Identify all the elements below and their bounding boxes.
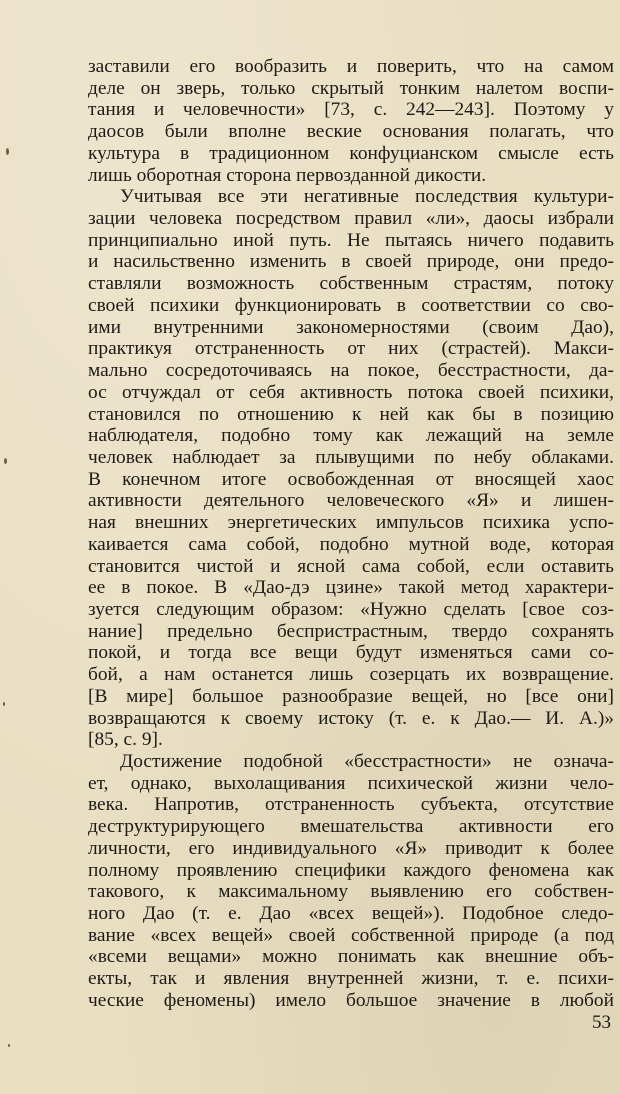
- text-line: [85, с. 9].: [88, 729, 163, 751]
- text-line: ного Дао (т. е. Дао «всех вещей»). Подобное следо-: [88, 903, 614, 925]
- text-line: личности, его индивидуального «Я» приводит к более: [88, 837, 614, 859]
- text-line: своей психики функционировать в соответствии со сво-: [88, 294, 614, 316]
- text-line: ет, однако, выхолащивания психической жизни чело-: [88, 772, 614, 794]
- text-line: ческие феномены) имело большое значение в любой: [88, 989, 614, 1011]
- text-line: тания и человечности» [73, с. 242—243]. Поэтому у: [88, 99, 614, 121]
- text-line: В конечном итоге освобожденная от вносящей хаос: [88, 468, 614, 490]
- text-line: «всеми вещами» можно понимать как внешние объ-: [88, 946, 614, 968]
- paper-speck: [6, 148, 9, 155]
- text-line: мально сосредоточиваясь на покое, бесстрастности, да-: [88, 360, 614, 382]
- text-line: екты, так и явления внутренней жизни, т. е. психи-: [88, 968, 614, 990]
- text-line: нание] предельно беспристрастным, твердо сохранять: [88, 620, 614, 642]
- text-line: принципиально иной путь. Не пытаясь ничего подавить: [88, 229, 614, 251]
- text-line: полному проявлению специфики каждого феномена как: [88, 859, 614, 881]
- text-line: становится чистой и ясной сама собой, если оставить: [88, 555, 614, 577]
- page-number: 53: [592, 1012, 611, 1033]
- text-line: ставляли возможность собственным страстям, потоку: [88, 273, 614, 295]
- text-line: возвращаются к своему истоку (т. е. к Дао.— И. А.)»: [88, 707, 614, 729]
- text-line: человек наблюдает за плывущими по небу облаками.: [88, 446, 614, 468]
- text-line: деструктурирующего вмешательства активности его: [88, 816, 614, 838]
- text-line: века. Напротив, отстраненность субъекта, отсутствие: [88, 794, 614, 816]
- text-line: вание «всех вещей» своей собственной природе (а под: [88, 924, 614, 946]
- text-line: лишь оборотная сторона первозданной дикости.: [88, 164, 487, 186]
- text-line: бой, а нам останется лишь созерцать их возвращение.: [88, 664, 614, 686]
- text-line: ими внутренними закономерностями (своим Дао),: [88, 316, 614, 338]
- text-line: становился по отношению к ней как бы в позицию: [88, 403, 614, 425]
- text-line: наблюдателя, подобно тому как лежащий на земле: [88, 425, 614, 447]
- paper-speck: [8, 1044, 10, 1047]
- paper-speck: [4, 458, 7, 464]
- text-line: [В мире] большое разнообразие вещей, но [все они]: [88, 685, 614, 707]
- paragraph-start-line: Учитывая все эти негативные последствия культури-: [120, 186, 614, 208]
- paper-speck: [3, 702, 5, 706]
- text-line: ос отчуждал от себя активность потока своей психики,: [88, 381, 614, 403]
- text-line: зуется следующим образом: «Нужно сделать [свое соз-: [88, 598, 614, 620]
- text-line: культура в традиционном конфуцианском смысле есть: [88, 142, 614, 164]
- text-line: ная внешних энергетических импульсов психика успо-: [88, 512, 614, 534]
- text-line: покой, и тогда все вещи будут изменяться сами со-: [88, 642, 614, 664]
- text-line: деле он зверь, только скрытый тонким налетом воспи-: [88, 77, 614, 99]
- text-line: активности деятельного человеческого «Я» и лишен-: [88, 490, 614, 512]
- body-text: [88, 56, 614, 1012]
- text-line: ее в покое. В «Дао-дэ цзине» такой метод характери-: [88, 577, 614, 599]
- text-line: даосов были вполне веские основания полагать, что: [88, 121, 614, 143]
- text-line: каивается сама собой, подобно мутной воде, которая: [88, 533, 614, 555]
- paragraph-start-line: Достижение подобной «бесстрастности» не означа-: [120, 751, 614, 772]
- text-line: и насильственно изменить в своей природе, они предо-: [88, 251, 614, 273]
- text-line: практикуя отстраненность от них (страстей). Макси-: [88, 338, 614, 360]
- text-line: зации человека посредством правил «ли», даосы избрали: [88, 208, 614, 230]
- text-line: заставили его вообразить и поверить, что на самом: [88, 56, 614, 77]
- text-line: такового, к максимальному выявлению его собствен-: [88, 881, 614, 903]
